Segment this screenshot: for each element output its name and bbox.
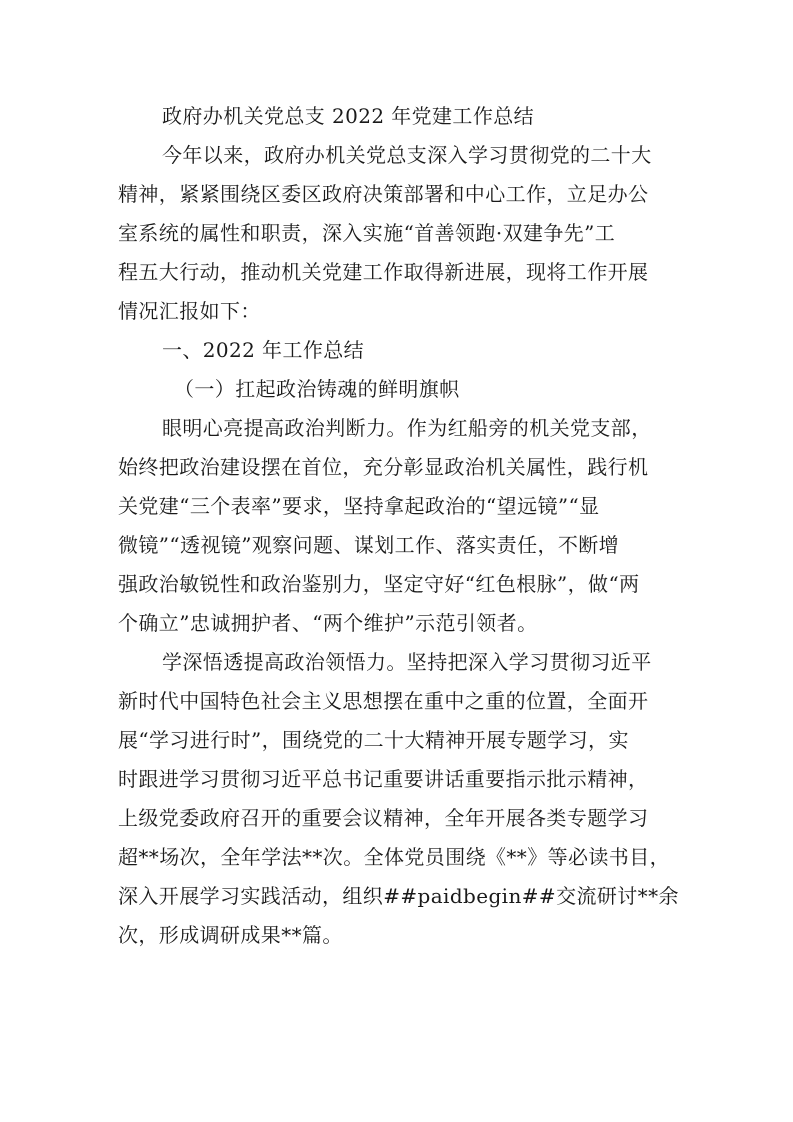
section-heading: 一、2022 年工作总结 (162, 338, 365, 362)
text-line: 室系统的属性和职责，深入实施“首善领跑·双建争先”工 (118, 221, 616, 245)
text-line: 新时代中国特色社会主义思想摆在重中之重的位置，全面开 (118, 689, 649, 713)
text-line: 次，形成调研成果**篇。 (118, 923, 343, 947)
text-line: 精神，紧紧围绕区委区政府决策部署和中心工作，立足办公 (118, 182, 649, 206)
text-line: 学深悟透提高政治领悟力。坚持把深入学习贯彻习近平 (162, 650, 652, 674)
text-line: 上级党委政府召开的重要会议精神，全年开展各类专题学习 (118, 806, 649, 830)
intro-paragraph (118, 136, 678, 331)
text-line: 强政治敏锐性和政治鉴别力，坚定守好“红色根脉”，做“两 (118, 572, 640, 596)
document-title: 政府办机关党总支 2022 年党建工作总结 (162, 104, 535, 128)
subsection-heading: （一）扛起政治铸魂的鲜明旗帜 (174, 377, 460, 401)
document-body (118, 97, 678, 955)
text-line: 程五大行动，推动机关党建工作取得新进展，现将工作开展 (118, 260, 649, 284)
text-line: 个确立”忠诚拥护者、“两个维护”示范引领者。 (118, 611, 538, 635)
text-line: 始终把政治建设摆在首位，充分彰显政治机关属性，践行机 (118, 455, 649, 479)
text-line: 今年以来，政府办机关党总支深入学习贯彻党的二十大 (162, 143, 652, 167)
text-line: 眼明心亮提高政治判断力。作为红船旁的机关党支部， (162, 416, 652, 440)
text-line: 情况汇报如下： (118, 299, 261, 323)
text-line: 微镜”“透视镜”观察问题、谋划工作、落实责任，不断增 (118, 533, 620, 557)
body-paragraph (118, 409, 678, 643)
text-line: 时跟进学习贯彻习近平总书记重要讲话重要指示批示精神， (118, 767, 649, 791)
body-paragraph (118, 643, 678, 955)
text-line: 超**场次，全年学法**次。全体党员围绕《**》等必读书目， (118, 845, 670, 869)
text-line: 关党建“三个表率”要求，坚持拿起政治的“望远镜”“显 (118, 494, 600, 518)
text-line: 展“学习进行时”，围绕党的二十大精神开展专题学习，实 (118, 728, 629, 752)
text-line: 深入开展学习实践活动，组织##paidbegin##交流研讨**余 (118, 884, 679, 908)
